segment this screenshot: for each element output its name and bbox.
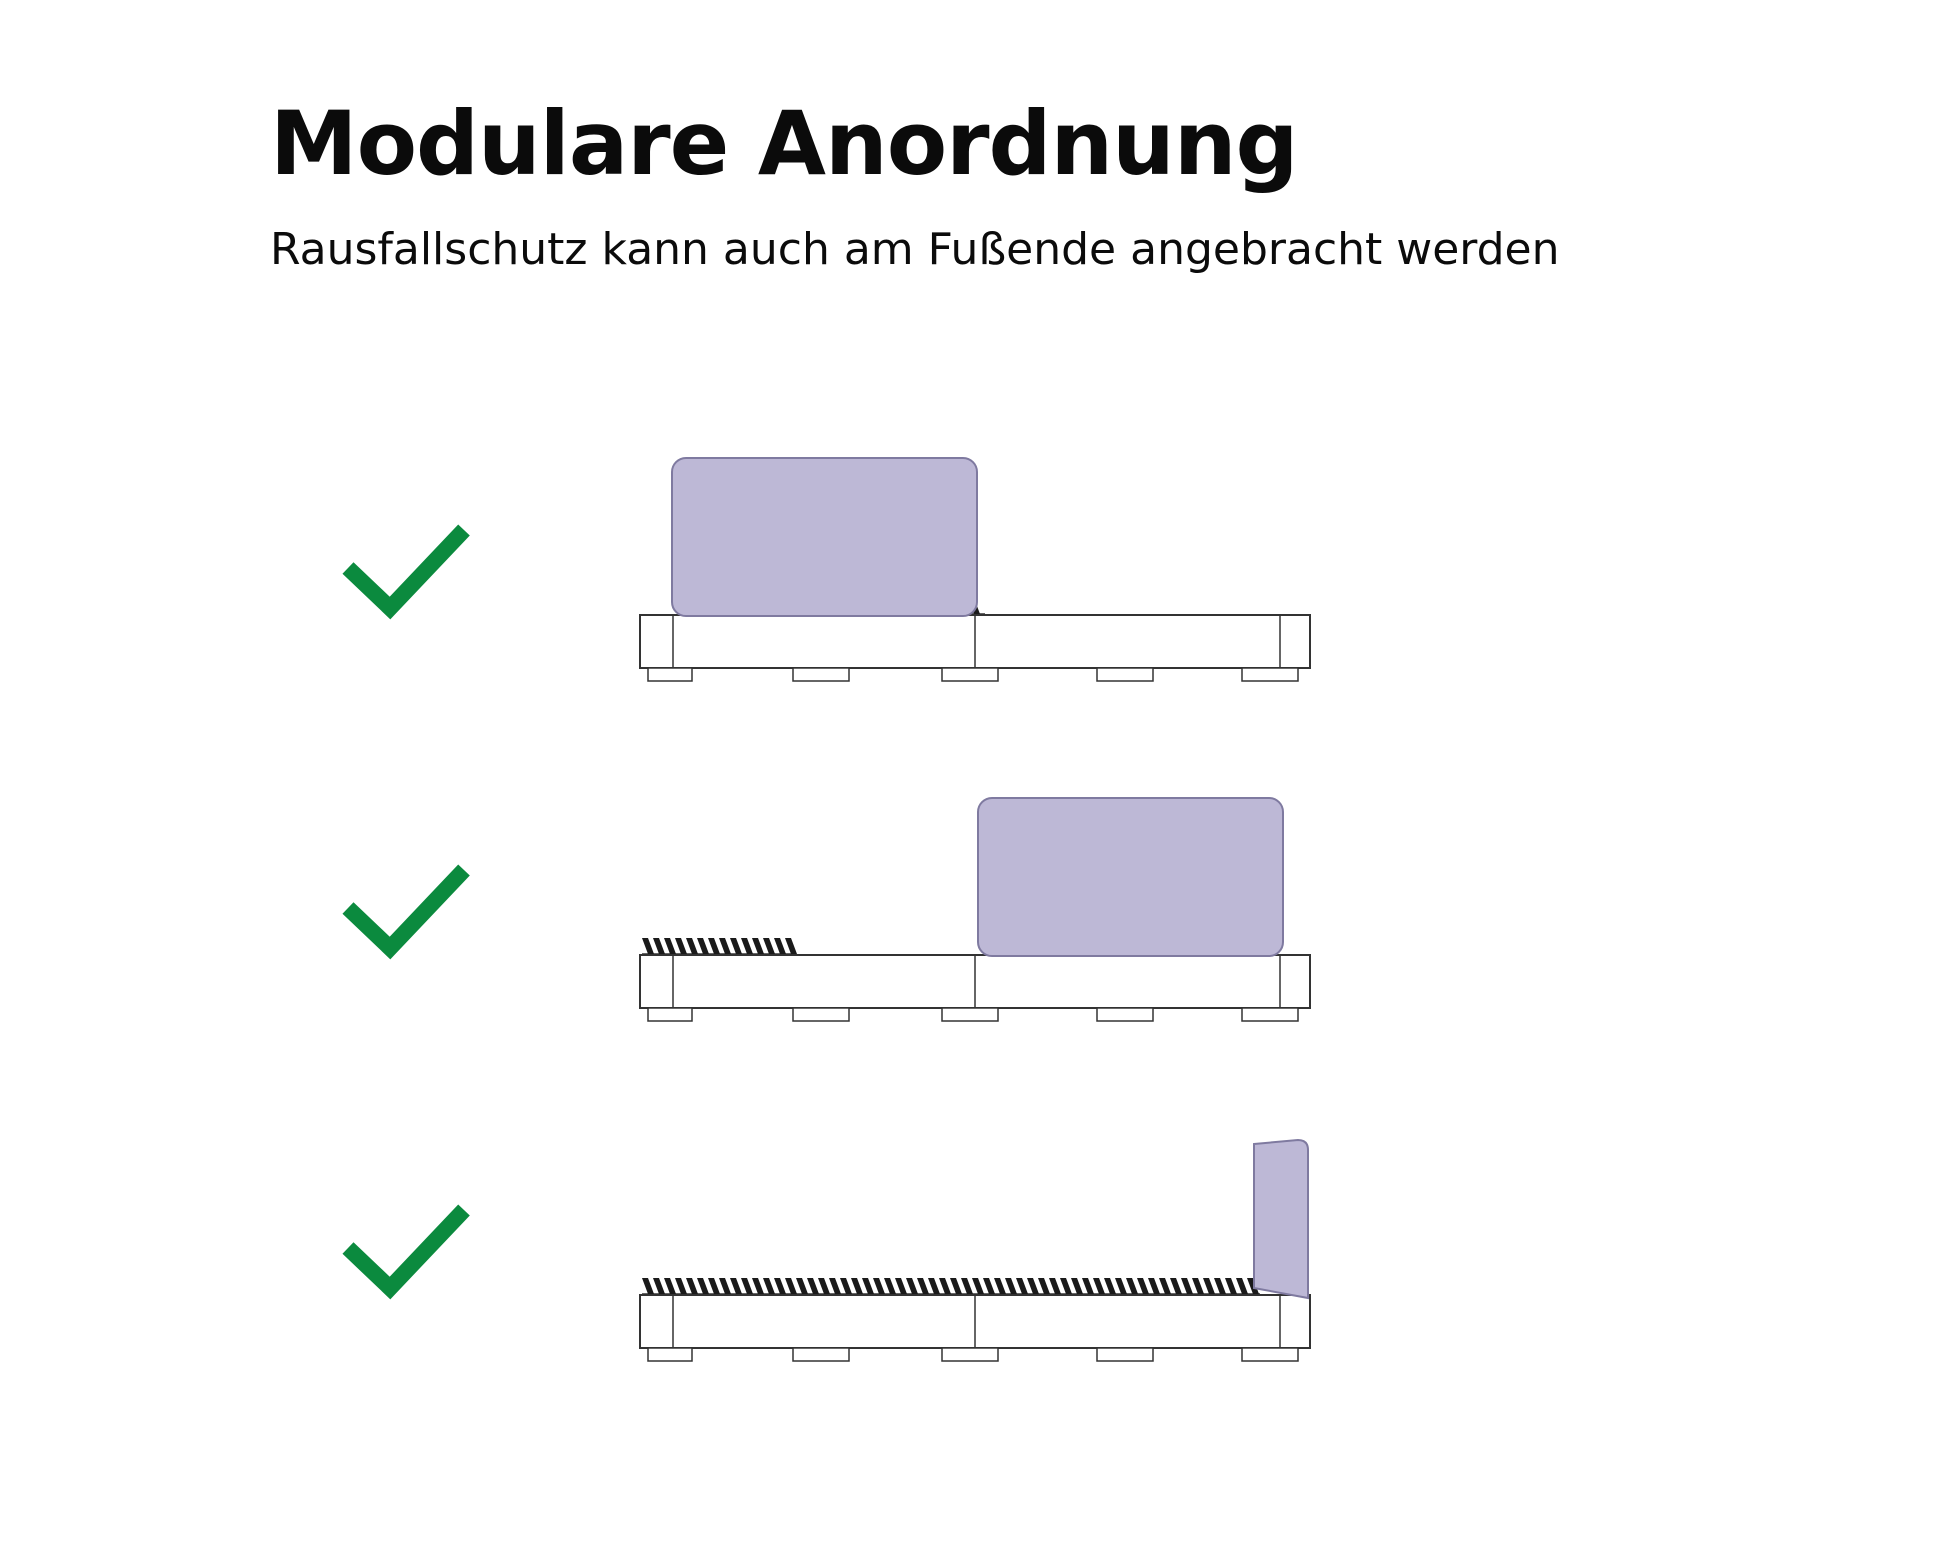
fall-guard [978,798,1283,956]
bed-feet [648,1008,1298,1021]
bed-feet [648,668,1298,681]
bed-feet [648,1348,1298,1361]
slats [642,938,797,954]
check-icon [340,860,470,960]
fall-guard [672,458,977,616]
check-icon [340,520,470,620]
bed-option-2 [630,780,1320,1040]
bed-option-3 [630,1120,1320,1380]
bed-option-1 [630,440,1320,700]
fall-guard [1254,1140,1308,1298]
page-subtitle: Rausfallschutz kann auch am Fußende angebracht werden [270,224,1560,275]
check-icon [340,1200,470,1300]
page-title: Modulare Anordnung [270,92,1298,195]
slats [642,1278,1260,1294]
